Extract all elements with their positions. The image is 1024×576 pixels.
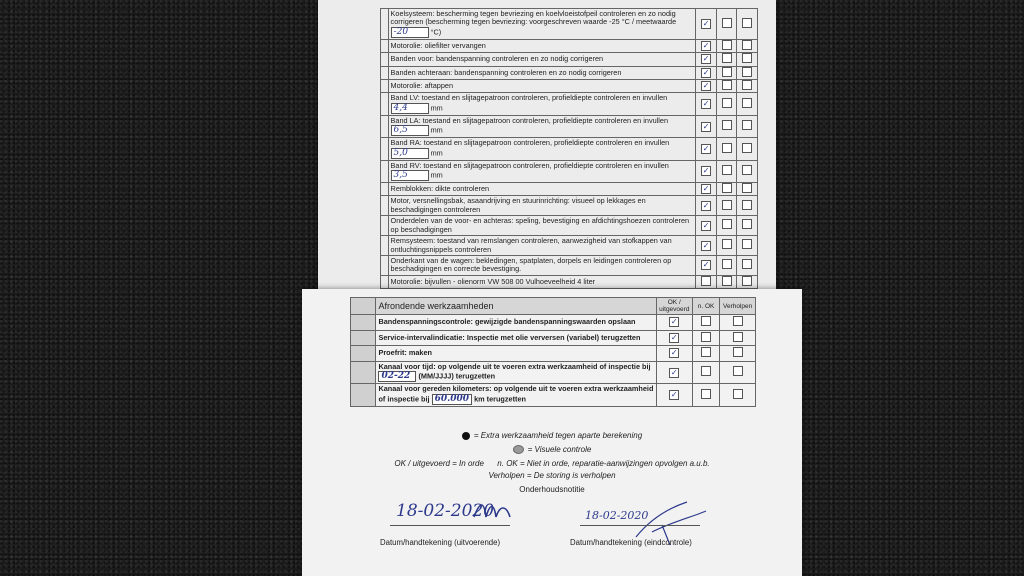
checkbox[interactable] — [722, 183, 732, 193]
row-label — [388, 183, 696, 196]
table-row — [351, 330, 756, 346]
afrondend-title: Afrondende werkzaamheden — [376, 298, 656, 315]
table-row — [381, 39, 758, 52]
row-margin — [381, 160, 389, 182]
right-signature-label: Datum/handtekening (eindcontrole) — [570, 538, 692, 547]
checkbox[interactable] — [722, 259, 732, 269]
table-row — [351, 361, 756, 384]
handwritten-value[interactable]: 4,4 — [391, 103, 429, 114]
legend-extra: = Extra werkzaamheid tegen aparte berekening — [302, 431, 802, 440]
row-label-text: Kanaal voor gereden kilometers: op volgende uit te voeren extra werkzaamheid of inspectie bij — [378, 384, 654, 404]
value-suffix: km terugzetten — [474, 394, 526, 404]
checkbox[interactable] — [722, 239, 732, 249]
row-label — [388, 216, 696, 236]
checkbox[interactable] — [722, 165, 732, 175]
row-label — [376, 330, 656, 346]
checkbox[interactable]: ✓ — [670, 390, 678, 400]
checkbox[interactable] — [701, 366, 711, 376]
row-label-text: Banden achteraan: bandenspanning controleren en zo nodig corrigeren — [390, 67, 622, 77]
checkbox[interactable]: ✓ — [702, 99, 710, 109]
row-stripe — [351, 361, 376, 384]
value-suffix: °C) — [430, 27, 442, 37]
row-label — [388, 255, 696, 275]
handwritten-value[interactable]: 60.000 — [432, 394, 472, 405]
row-label-text: Banden voor: bandenspanning controleren en zo nodig corrigeren — [390, 54, 604, 64]
left-signature-label: Datum/handtekening (uitvoerende) — [380, 538, 501, 547]
row-margin — [381, 183, 389, 196]
handwritten-value[interactable]: -20 — [391, 27, 429, 38]
checklist-sheet-top — [318, 0, 776, 292]
row-margin — [381, 236, 389, 256]
checkbox[interactable]: ✓ — [670, 332, 678, 342]
table-row — [381, 160, 758, 182]
checkbox[interactable]: ✓ — [702, 220, 710, 230]
row-margin — [381, 275, 389, 288]
checkbox[interactable] — [742, 80, 752, 90]
row-label-text: Kanaal voor tijd: op volgende uit te voeren extra werkzaamheid of inspectie bij — [378, 361, 651, 371]
value-suffix: mm — [430, 148, 443, 158]
row-label-text: Band RV: toestand en slijtagepatroon controleren, profieldiepte controleren en invullen — [390, 160, 669, 170]
checkbox[interactable]: ✓ — [670, 367, 678, 377]
row-label — [388, 196, 696, 216]
checkbox[interactable]: ✓ — [702, 200, 710, 210]
checkbox[interactable]: ✓ — [702, 143, 710, 153]
row-label-text: Band RA: toestand en slijtagepatroon controleren, profieldiepte controleren en invullen — [390, 138, 670, 148]
checkbox[interactable] — [742, 40, 752, 50]
table-row — [351, 384, 756, 407]
row-margin — [381, 80, 389, 93]
row-label — [388, 275, 696, 288]
table-row — [381, 236, 758, 256]
checkbox[interactable] — [733, 316, 743, 326]
header-stripe — [351, 298, 376, 315]
checkbox[interactable] — [722, 276, 732, 286]
checkbox[interactable] — [701, 276, 711, 286]
row-label-text: Motorolie: bijvullen - olienorm VW 508 00 Vulhoeveelheid 4 liter — [390, 276, 596, 286]
checkbox[interactable] — [722, 219, 732, 229]
row-label — [388, 39, 696, 52]
row-label — [388, 93, 696, 115]
checkbox[interactable] — [742, 276, 752, 286]
checkbox[interactable] — [742, 259, 752, 269]
row-label — [388, 160, 696, 182]
row-label — [388, 236, 696, 256]
checkbox[interactable] — [742, 143, 752, 153]
table-row — [351, 315, 756, 331]
row-label-text: Proefrit: maken — [378, 348, 432, 358]
row-stripe — [351, 346, 376, 362]
row-margin — [381, 66, 389, 79]
row-label — [388, 80, 696, 93]
checkbox[interactable] — [722, 120, 732, 130]
row-label-text: Remsysteem: toestand van remslangen controleren, aanwezigheid van stofkappen van ontluchtingsnippels controleren — [390, 236, 672, 254]
handwritten-value[interactable]: 5,0 — [391, 148, 429, 159]
checkbox[interactable]: ✓ — [702, 81, 710, 91]
value-suffix: mm — [430, 125, 443, 135]
row-label-text: Service-intervalindicatie: Inspectie met olie verversen (variabel) terugzetten — [378, 332, 641, 342]
checkbox[interactable]: ✓ — [702, 184, 710, 194]
afrondend-table — [350, 297, 756, 407]
row-margin — [381, 138, 389, 160]
table-row — [381, 216, 758, 236]
row-label — [388, 115, 696, 137]
row-label-text: Motorolie: aftappen — [390, 81, 454, 91]
checkbox[interactable]: ✓ — [702, 67, 710, 77]
handwritten-value[interactable]: 02-22 — [378, 371, 416, 382]
checkbox[interactable] — [722, 18, 732, 28]
checkbox[interactable] — [742, 219, 752, 229]
checkbox[interactable] — [742, 120, 752, 130]
table-row — [381, 196, 758, 216]
checkbox[interactable] — [742, 200, 752, 210]
checkbox[interactable]: ✓ — [670, 348, 678, 358]
checklist-sheet-bottom — [302, 289, 802, 576]
checkbox[interactable]: ✓ — [702, 18, 710, 28]
checkbox[interactable]: ✓ — [702, 260, 710, 270]
checkbox[interactable] — [742, 183, 752, 193]
row-label-text: Motor, versnellingsbak, asaandrijving en stuurinrichting: visueel op lekkages en beschadigingen controleren — [390, 196, 646, 214]
table-row — [381, 9, 758, 40]
row-stripe — [351, 315, 376, 331]
col-verholpen-header: Verholpen — [720, 298, 756, 315]
checkbox[interactable]: ✓ — [702, 54, 710, 64]
checkbox[interactable] — [742, 98, 752, 108]
checkbox[interactable]: ✓ — [702, 121, 710, 131]
legend-ok: OK / uitgevoerd = In orde n. OK = Niet in orde, reparatie-aanwijzingen opvolgen a.u.b. — [394, 459, 710, 468]
table-row — [381, 115, 758, 137]
table-row — [381, 183, 758, 196]
table-row — [381, 275, 758, 288]
row-label-text: Motorolie: oliefilter vervangen — [390, 40, 486, 50]
legend-verholpen: Verholpen = De storing is verholpen — [488, 471, 616, 480]
row-margin — [381, 9, 389, 40]
checkbox[interactable]: ✓ — [702, 240, 710, 250]
row-label — [388, 66, 696, 79]
checkbox[interactable]: ✓ — [702, 166, 710, 176]
row-label — [388, 138, 696, 160]
row-label-text: Band LV: toestand en slijtagepatroon controleren, profieldiepte controleren en invullen — [390, 93, 668, 103]
row-margin — [381, 196, 389, 216]
inspection-table — [380, 8, 758, 289]
row-stripe — [351, 330, 376, 346]
row-label — [376, 315, 656, 331]
right-signature-date: 18-02-2020 — [585, 509, 649, 522]
checkbox[interactable] — [742, 18, 752, 28]
checkbox[interactable] — [701, 389, 711, 399]
checkbox[interactable] — [722, 143, 732, 153]
checkbox[interactable] — [701, 332, 711, 342]
checkbox[interactable] — [701, 316, 711, 326]
col-nok-header: n. OK — [692, 298, 720, 315]
table-row — [381, 80, 758, 93]
table-row — [381, 138, 758, 160]
checkbox[interactable] — [722, 200, 732, 210]
row-margin — [381, 115, 389, 137]
checkbox[interactable] — [722, 67, 732, 77]
row-label-text: Remblokken: dikte controleren — [390, 184, 490, 194]
table-row — [381, 53, 758, 66]
checkbox[interactable] — [733, 347, 743, 357]
table-row — [351, 346, 756, 362]
value-suffix: mm — [430, 103, 443, 113]
left-signature-line — [390, 525, 510, 526]
checkbox[interactable] — [742, 53, 752, 63]
row-label-text: Onderdelen van de voor- en achteras: speling, bevestiging en afdichtingshoezen controleren op beschadigingen — [390, 216, 690, 234]
row-label — [388, 53, 696, 66]
handwritten-value[interactable]: 6,5 — [391, 125, 429, 136]
checkbox[interactable] — [742, 165, 752, 175]
checkbox[interactable] — [733, 389, 743, 399]
right-signature-line — [580, 525, 700, 526]
row-label-text: Band LA: toestand en slijtagepatroon controleren, profieldiepte controleren en invullen — [390, 115, 669, 125]
checkbox[interactable] — [742, 239, 752, 249]
row-label-text: Koelsysteem: bescherming tegen bevriezing en koelvloeistofpeil controleren en zo nodig corrigeren (bescherming tegen bevriezing: voorgeschreven waarde -25 °C / meetwaarde — [390, 9, 677, 27]
checkbox[interactable] — [722, 80, 732, 90]
legend-visual: = Visuele controle — [302, 445, 802, 454]
checkbox[interactable] — [722, 98, 732, 108]
row-margin — [381, 93, 389, 115]
row-label — [388, 9, 696, 40]
checkbox[interactable] — [722, 40, 732, 50]
onderhoudsnotitie: Onderhoudsnotitie — [519, 485, 585, 494]
eye-icon — [513, 445, 524, 454]
checkbox[interactable] — [733, 366, 743, 376]
row-label-text: Onderkant van de wagen: bekledingen, spatplaten, dorpels en leidingen controleren op beschadigingen en correcte bevestiging. — [390, 255, 672, 274]
checkbox[interactable]: ✓ — [702, 41, 710, 51]
handwritten-value[interactable]: 3,5 — [391, 170, 429, 181]
checkbox[interactable] — [701, 347, 711, 357]
checkbox[interactable] — [742, 67, 752, 77]
checkbox[interactable]: ✓ — [670, 317, 678, 327]
table-row — [381, 255, 758, 275]
left-signature-date: 18-02-2020 — [396, 501, 495, 521]
left-signature-scribble — [472, 497, 512, 523]
value-suffix: (MM/JJJJ) terugzetten — [418, 371, 496, 381]
row-label-text: Bandenspanningscontrole: gewijzigde bandenspanningswaarden opslaan — [378, 317, 636, 326]
col-ok-header: OK / uitgevoerd — [656, 298, 692, 315]
row-label — [376, 384, 656, 407]
checkbox[interactable] — [733, 332, 743, 342]
table-row — [381, 66, 758, 79]
row-margin — [381, 53, 389, 66]
row-margin — [381, 255, 389, 275]
table-row — [381, 93, 758, 115]
value-suffix: mm — [430, 170, 443, 180]
row-stripe — [351, 384, 376, 407]
row-margin — [381, 39, 389, 52]
row-margin — [381, 216, 389, 236]
row-label — [376, 361, 656, 384]
checkbox[interactable] — [722, 53, 732, 63]
black-dot-icon — [462, 432, 470, 440]
row-label — [376, 346, 656, 362]
